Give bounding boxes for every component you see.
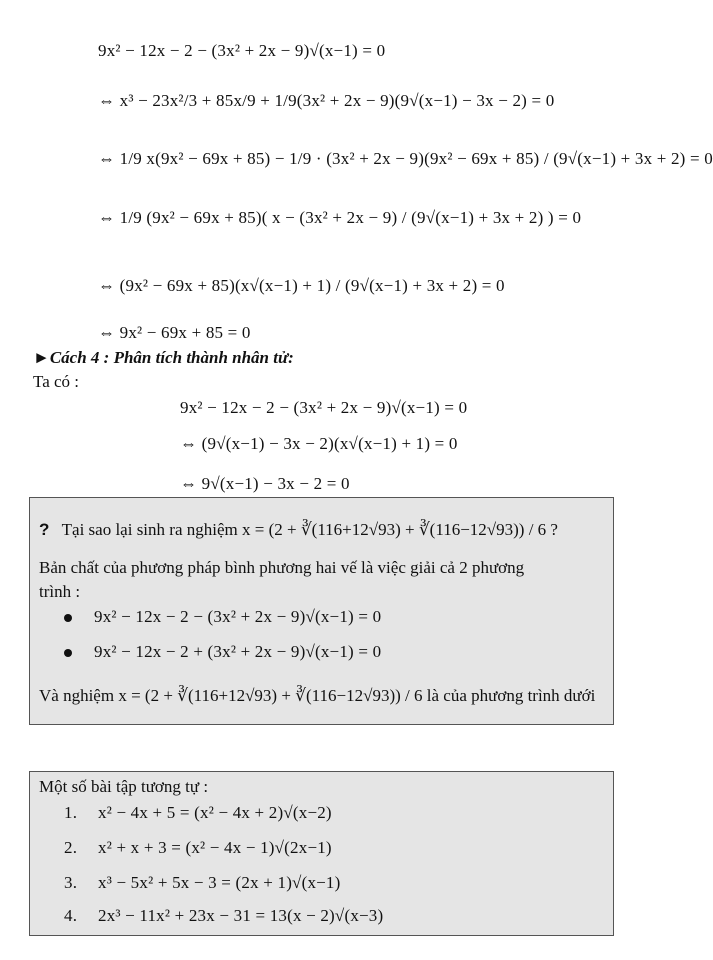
derivation-line-3: ⇔ 1/9 x(9x² − 69x + 85) − 1/9 · (3x² + 2x − 9)(9x² − 69x + 85) / (9√(x−1) + 3x + 2) = 0 xyxy=(98,149,713,168)
exercise-title: Một số bài tập tương tự : xyxy=(39,777,209,796)
exercise-num-3: 3. xyxy=(64,873,78,892)
question-box xyxy=(29,497,614,725)
bullet-eq-1-text: 9x² − 12x − 2 − (3x² + 2x − 9)√(x−1) = 0 xyxy=(94,607,382,626)
explain-line-1: Bản chất của phương pháp bình phương hai vế là việc giải cả 2 phương xyxy=(39,558,525,577)
question-line xyxy=(39,520,558,540)
exercise-eq-2: x² + x + 3 = (x² − 4x − 1)√(2x−1) xyxy=(98,838,332,857)
question-text: Tại sao lại sinh ra nghiệm x = (2 + ∛(116+12√93) + ∛(116−12√93)) / 6 ? xyxy=(61,520,558,539)
exercise-num-4: 4. xyxy=(64,906,78,925)
method4-step-2: ⇔ (9√(x−1) − 3x − 2)(x√(x−1) + 1) = 0 xyxy=(180,434,458,453)
method4-step-3: ⇔ 9√(x−1) − 3x − 2 = 0 xyxy=(180,474,350,493)
exercise-eq-4: 2x³ − 11x² + 23x − 31 = 13(x − 2)√(x−3) xyxy=(98,906,384,925)
bullet-eq-1 xyxy=(64,607,381,627)
question-mark-icon: ? xyxy=(39,520,50,539)
derivation-line-1: 9x² − 12x − 2 − (3x² + 2x − 9)√(x−1) = 0 xyxy=(98,41,386,60)
method4-intro: Ta có : xyxy=(33,372,80,391)
derivation-line-5: ⇔ (9x² − 69x + 85)(x√(x−1) + 1) / (9√(x−1) + 3x + 2) = 0 xyxy=(98,276,505,295)
bullet-icon xyxy=(64,649,72,657)
exercise-num-1: 1. xyxy=(64,803,78,822)
method4-heading: ►Cách 4 : Phân tích thành nhân tử: xyxy=(33,348,294,367)
exercise-item-3 xyxy=(64,873,341,893)
exercise-item-1 xyxy=(64,803,332,823)
derivation-line-2: ⇔ x³ − 23x²/3 + 85x/9 + 1/9(3x² + 2x − 9)(9√(x−1) − 3x − 2) = 0 xyxy=(98,91,555,110)
derivation-line-4: ⇔ 1/9 (9x² − 69x + 85)( x − (3x² + 2x − 9) / (9√(x−1) + 3x + 2) ) = 0 xyxy=(98,208,582,227)
derivation-line-6: ⇔ 9x² − 69x + 85 = 0 xyxy=(98,323,251,342)
explain-line-2: trình : xyxy=(39,582,81,601)
method4-step-1: 9x² − 12x − 2 − (3x² + 2x − 9)√(x−1) = 0 xyxy=(180,398,468,417)
bullet-eq-2 xyxy=(64,642,381,662)
exercise-num-2: 2. xyxy=(64,838,78,857)
exercise-eq-3: x³ − 5x² + 5x − 3 = (2x + 1)√(x−1) xyxy=(98,873,341,892)
conclusion-line: Và nghiệm x = (2 + ∛(116+12√93) + ∛(116−12√93)) / 6 là của phương trình dưới xyxy=(39,686,596,705)
exercise-item-4 xyxy=(64,906,383,926)
bullet-eq-2-text: 9x² − 12x − 2 + (3x² + 2x − 9)√(x−1) = 0 xyxy=(94,642,382,661)
exercise-box xyxy=(29,771,614,936)
exercise-eq-1: x² − 4x + 5 = (x² − 4x + 2)√(x−2) xyxy=(98,803,332,822)
bullet-icon xyxy=(64,614,72,622)
exercise-item-2 xyxy=(64,838,332,858)
